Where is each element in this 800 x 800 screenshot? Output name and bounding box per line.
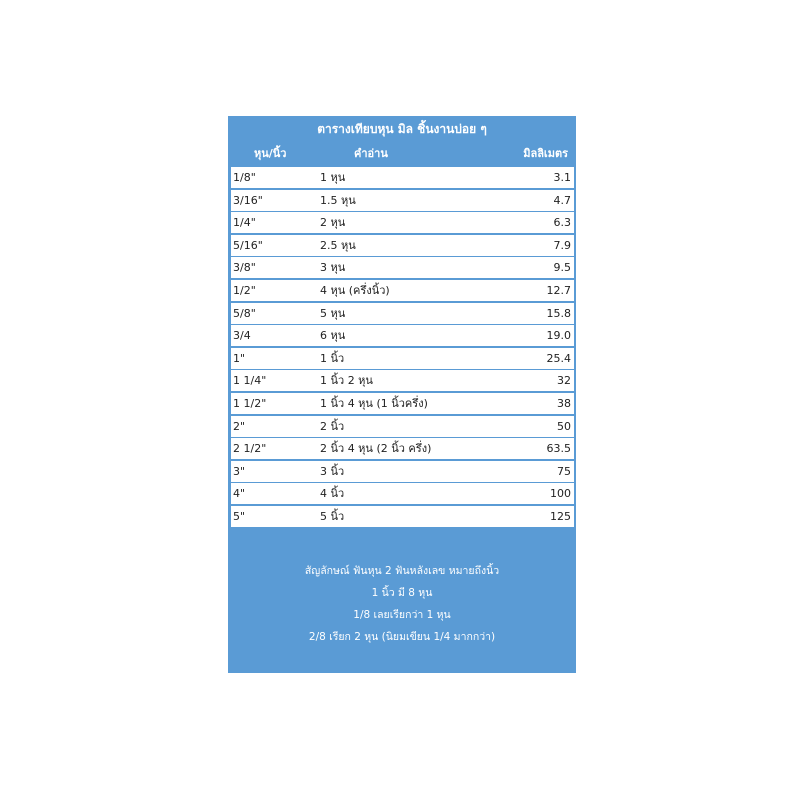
cell-mm: 63.5 bbox=[546, 442, 571, 456]
cell-reading: 1.5 หุน bbox=[320, 193, 356, 207]
table-row bbox=[231, 257, 574, 278]
table-row bbox=[231, 235, 574, 256]
cell-reading: 2.5 หุน bbox=[320, 238, 356, 252]
table-row bbox=[231, 190, 574, 211]
cell-reading: 2 หุน bbox=[320, 216, 346, 230]
cell-inch: 1/4" bbox=[233, 216, 256, 230]
cell-mm: 25.4 bbox=[546, 351, 571, 365]
cell-reading: 2 นิ้ว bbox=[320, 419, 345, 433]
cell-inch: 1 1/2" bbox=[233, 396, 267, 410]
cell-reading: 5 หุน bbox=[320, 306, 346, 320]
cell-mm: 12.7 bbox=[546, 283, 571, 297]
table-row bbox=[231, 416, 574, 437]
table-row bbox=[231, 348, 574, 369]
header-inch: หุน/นิ้ว bbox=[254, 147, 287, 160]
table-row bbox=[231, 167, 574, 188]
cell-inch: 1 1/4" bbox=[233, 374, 267, 388]
header-reading: คำอ่าน bbox=[354, 147, 388, 160]
cell-reading: 3 นิ้ว bbox=[320, 464, 345, 478]
cell-mm: 9.5 bbox=[553, 261, 571, 275]
table-row bbox=[231, 325, 574, 346]
cell-inch: 5" bbox=[233, 509, 246, 523]
table-row bbox=[231, 438, 574, 459]
table-row bbox=[231, 303, 574, 324]
table-row bbox=[231, 393, 574, 414]
cell-mm: 125 bbox=[550, 509, 571, 523]
cell-inch: 3" bbox=[233, 464, 246, 478]
conversion-card bbox=[228, 116, 576, 673]
cell-mm: 32 bbox=[557, 374, 571, 388]
cell-mm: 19.0 bbox=[546, 329, 571, 343]
cell-inch: 1" bbox=[233, 351, 246, 365]
note-line: 1 นิ้ว มี 8 หุน bbox=[371, 587, 433, 599]
table-row bbox=[231, 280, 574, 301]
cell-reading: 6 หุน bbox=[320, 329, 346, 343]
cell-inch: 5/16" bbox=[233, 238, 263, 252]
cell-reading: 1 นิ้ว 4 หุน (1 นิ้วครึ่ง) bbox=[320, 396, 428, 410]
cell-inch: 3/16" bbox=[233, 193, 263, 207]
cell-inch: 1/2" bbox=[233, 283, 256, 297]
table-row bbox=[231, 483, 574, 504]
cell-mm: 15.8 bbox=[546, 306, 571, 320]
cell-inch: 2 1/2" bbox=[233, 442, 267, 456]
cell-reading: 1 หุน bbox=[320, 171, 346, 184]
table-row bbox=[231, 212, 574, 233]
table-title: ตารางเทียบหุน มิล ชิ้นงานบ่อย ๆ bbox=[317, 122, 487, 136]
cell-reading: 3 หุน bbox=[320, 261, 346, 275]
table-row bbox=[231, 506, 574, 527]
cell-mm: 4.7 bbox=[553, 193, 571, 207]
cell-mm: 38 bbox=[557, 396, 571, 410]
cell-inch: 3/4 bbox=[233, 329, 251, 343]
cell-inch: 2" bbox=[233, 419, 246, 433]
cell-inch: 5/8" bbox=[233, 306, 256, 320]
cell-mm: 3.1 bbox=[553, 171, 571, 184]
cell-inch: 1/8" bbox=[233, 171, 256, 184]
cell-mm: 6.3 bbox=[553, 216, 571, 230]
table-row bbox=[231, 461, 574, 482]
cell-reading: 4 นิ้ว bbox=[320, 487, 345, 501]
cell-reading: 2 นิ้ว 4 หุน (2 นิ้ว ครึ่ง) bbox=[320, 442, 432, 456]
table-header bbox=[228, 142, 576, 166]
cell-reading: 1 นิ้ว 2 หุน bbox=[320, 374, 373, 388]
cell-mm: 100 bbox=[550, 487, 571, 501]
table-row bbox=[231, 370, 574, 391]
cell-inch: 4" bbox=[233, 487, 246, 501]
header-mm: มิลลิเมตร bbox=[523, 147, 568, 160]
note-line: สัญลักษณ์ ฟันหุน 2 ฟันหลังเลข หมายถึงนิ้ว bbox=[304, 565, 500, 577]
table-body bbox=[231, 167, 574, 529]
cell-inch: 3/8" bbox=[233, 261, 256, 275]
cell-reading: 1 นิ้ว bbox=[320, 351, 345, 365]
cell-mm: 50 bbox=[557, 419, 571, 433]
cell-reading: 4 หุน (ครึ่งนิ้ว) bbox=[320, 283, 390, 297]
cell-mm: 7.9 bbox=[553, 238, 571, 252]
note-line: 1/8 เลยเรียกว่า 1 หุน bbox=[353, 609, 451, 621]
cell-reading: 5 นิ้ว bbox=[320, 509, 345, 523]
cell-mm: 75 bbox=[557, 464, 571, 478]
notes bbox=[228, 560, 576, 648]
note-line: 2/8 เรียก 2 หุน (นิยมเขียน 1/4 มากกว่า) bbox=[308, 631, 496, 643]
